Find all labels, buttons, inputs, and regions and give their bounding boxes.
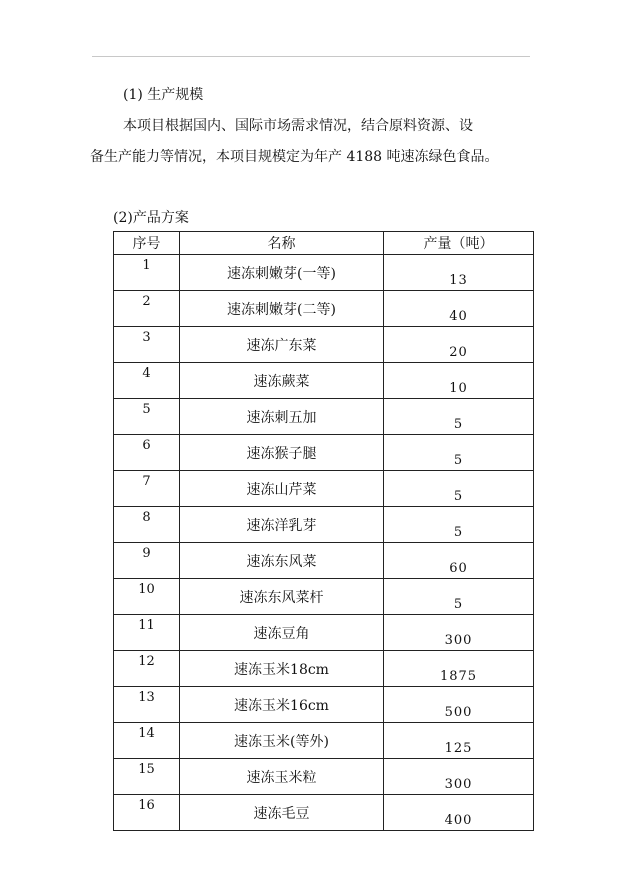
row-quantity: 300 — [384, 615, 534, 651]
row-quantity: 20 — [384, 327, 534, 363]
row-quantity: 1875 — [384, 651, 534, 687]
header-name: 名称 — [180, 232, 384, 255]
table-row — [114, 579, 534, 615]
row-name: 速冻豆角 — [180, 615, 384, 651]
row-index: 5 — [114, 399, 180, 435]
row-name: 速冻刺五加 — [180, 399, 384, 435]
row-name: 速冻毛豆 — [180, 795, 384, 831]
product-plan-table — [113, 231, 534, 831]
row-name: 速冻蕨菜 — [180, 363, 384, 399]
row-index: 11 — [114, 615, 180, 651]
row-index: 13 — [114, 687, 180, 723]
row-index: 14 — [114, 723, 180, 759]
row-name: 速冻玉米(等外) — [180, 723, 384, 759]
row-name: 速冻刺嫩芽(一等) — [180, 255, 384, 291]
table-row — [114, 615, 534, 651]
row-quantity: 10 — [384, 363, 534, 399]
row-index: 7 — [114, 471, 180, 507]
table-row — [114, 255, 534, 291]
table-row — [114, 435, 534, 471]
row-quantity: 125 — [384, 723, 534, 759]
table-row — [114, 759, 534, 795]
row-name: 速冻山芹菜 — [180, 471, 384, 507]
table-row — [114, 687, 534, 723]
row-name: 速冻玉米18cm — [180, 651, 384, 687]
row-name: 速冻刺嫩芽(二等) — [180, 291, 384, 327]
table-row — [114, 327, 534, 363]
scale-heading: (1) 生产规模 — [123, 87, 204, 103]
row-quantity: 5 — [384, 579, 534, 615]
row-quantity: 5 — [384, 507, 534, 543]
row-quantity: 5 — [384, 435, 534, 471]
row-name: 速冻东风菜杆 — [180, 579, 384, 615]
row-index: 8 — [114, 507, 180, 543]
row-index: 10 — [114, 579, 180, 615]
table-row — [114, 651, 534, 687]
row-index: 9 — [114, 543, 180, 579]
row-index: 15 — [114, 759, 180, 795]
row-quantity: 400 — [384, 795, 534, 831]
table-row — [114, 723, 534, 759]
row-quantity: 500 — [384, 687, 534, 723]
row-index: 1 — [114, 255, 180, 291]
table-row — [114, 363, 534, 399]
row-name: 速冻玉米粒 — [180, 759, 384, 795]
table-row — [114, 471, 534, 507]
table-row — [114, 543, 534, 579]
row-index: 4 — [114, 363, 180, 399]
table-row — [114, 291, 534, 327]
header-index: 序号 — [114, 232, 180, 255]
table-row — [114, 795, 534, 831]
row-name: 速冻广东菜 — [180, 327, 384, 363]
row-index: 2 — [114, 291, 180, 327]
row-name: 速冻玉米16cm — [180, 687, 384, 723]
scale-paragraph-line-2: 备生产能力等情况，本项目规模定为年产 4188 吨速冻绿色食品。 — [90, 149, 499, 165]
row-index: 3 — [114, 327, 180, 363]
page-header-rule — [92, 56, 530, 57]
table-row — [114, 507, 534, 543]
table-row — [114, 399, 534, 435]
row-name: 速冻东风菜 — [180, 543, 384, 579]
row-quantity: 5 — [384, 471, 534, 507]
row-quantity: 300 — [384, 759, 534, 795]
row-quantity: 40 — [384, 291, 534, 327]
row-index: 12 — [114, 651, 180, 687]
row-index: 6 — [114, 435, 180, 471]
row-index: 16 — [114, 795, 180, 831]
row-quantity: 5 — [384, 399, 534, 435]
row-name: 速冻猴子腿 — [180, 435, 384, 471]
header-quantity: 产量（吨） — [384, 232, 534, 255]
row-name: 速冻洋乳芽 — [180, 507, 384, 543]
plan-heading: (2)产品方案 — [113, 210, 189, 226]
row-quantity: 60 — [384, 543, 534, 579]
scale-paragraph-line-1: 本项目根据国内、国际市场需求情况，结合原料资源、设 — [123, 118, 473, 134]
table-header-row — [114, 232, 534, 255]
row-quantity: 13 — [384, 255, 534, 291]
